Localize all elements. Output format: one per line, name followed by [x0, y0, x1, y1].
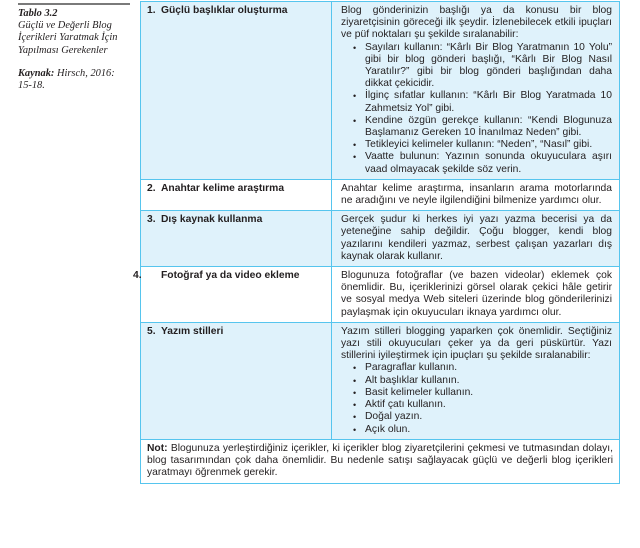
- list-item: • İlginç sıfatlar kullanın: “Kârlı Bir Blog Yaratmada 10 Zahmetsiz Yol” gibi.: [353, 90, 612, 114]
- row-description: Gerçek şudur ki herkes iyi yazı yazma becerisi ya da yeteneğine sahip değildir. Çoğu blogger, kendi blog yazılarını kendileri yazmaz, serbest çalışan yazarları dış kaynak olarak kullanır.: [332, 211, 620, 267]
- list-item: • Tetikleyici kelimeler kullanın: “Neden”, “Nasıl” gibi.: [353, 139, 612, 151]
- row-description: Blog gönderinizin başlığı ya da konusu bir blog ziyaretçisinin göreceği ilk şeydir. İzlenebilecek etkili ipuçları ve püf noktaları şu şekilde sıralanabilir: • Sayıları kullanın: “Kârlı Bir Blog Yaratmanın 10 Yolu” gibi bir blog gönderi başlığı, “Kârlı Bir Blog Nasıl Yaratılır?” gibi bir blog gönderi başlığından daha dikkat çekicidir. • İlginç sıfatlar kullanın: “Kârlı Bir Blog Yaratmada 10 Zahmetsiz Yol” gibi. • Kendine özgün gerekçe kullanın: “Kendi Blogunuza Başlamanız Gereken 10 İnanılmaz Neden” gibi. • Tetikleyici kelimeler kullanın: “Neden”, “Nasıl” gibi. • Vaatte bulunun: Yazının sonunda okuyuculara aşırı vaad olmayacak şekilde söz verin.: [332, 2, 620, 180]
- list-item: • Sayıları kullanın: “Kârlı Bir Blog Yaratmanın 10 Yolu” gibi bir blog gönderi başlığı, “Kârlı Bir Blog Nasıl Yaratılır?” gibi bir blog gönderi başlığından daha dikkat çekicidir.: [353, 42, 612, 91]
- caption-source-label: Kaynak:: [18, 67, 55, 79]
- caption-source: [18, 68, 130, 92]
- list-item: • Alt başlıklar kullanın.: [353, 375, 612, 387]
- caption-title: Tablo 3.2: [18, 8, 58, 19]
- row-description: Anahtar kelime araştırma, insanların arama motorlarında ne aradığını ve neyle ilgilendiğini bilmenize yardımcı olur.: [332, 179, 620, 210]
- list-item: • Açık olun.: [353, 424, 612, 436]
- list-item: • Paragraflar kullanın.: [353, 362, 612, 374]
- bullet-list: [341, 42, 612, 176]
- list-item: • Vaatte bulunun: Yazının sonunda okuyuculara aşırı vaad olmayacak şekilde söz verin.: [353, 151, 612, 175]
- row-description: Blogunuza fotoğraflar (ve bazen videolar) eklemek çok önemlidir. Bu, içeriklerinizi görsel olarak çekici hâle getirir ve sosyal medya Web siteleri üzerinde blog gönderilerinizi paylaşmak için okuyucuları iknaya yardımcı olur.: [332, 267, 620, 323]
- table-row: [141, 179, 620, 210]
- note-label: Not:: [147, 442, 168, 454]
- row-label: 2. Anahtar kelime araştırma: [141, 179, 332, 210]
- row-label: 1. Güçlü başlıklar oluşturma: [141, 2, 332, 180]
- note-row: [141, 439, 620, 484]
- table-row: [141, 211, 620, 267]
- row-description: Yazım stilleri blogging yaparken çok önemlidir. Seçtiğiniz yazı stili okuyucuları çeker ya da geri püskürtür. Yazı stillerini iyileştirmek için ipuçları şu şekilde sıralanabilir: • Paragraflar kullanın. • Alt başlıklar kullanın. • Basit kelimeler kullanın. • Aktif çatı kullanın. • Doğal yazın. • Açık olun.: [332, 322, 620, 439]
- table-row: [141, 2, 620, 180]
- row-label: 5. Yazım stilleri: [141, 322, 332, 439]
- row-label: 3. Dış kaynak kullanma: [141, 211, 332, 267]
- list-item: • Kendine özgün gerekçe kullanın: “Kendi Blogunuza Başlamanız Gereken 10 İnanılmaz Neden” gibi.: [353, 115, 612, 139]
- list-item: • Basit kelimeler kullanın.: [353, 387, 612, 399]
- table-row: [141, 322, 620, 439]
- note-text: Blogunuza yerleştirdiğiniz içerikler, ki içerikler blog ziyaretçilerini çekmesi ve tutmasından dolayı, blog tasarımından çok daha önemlidir. Bu nedenle satışı sağlayacak güçlü ve değerli blog içerikleri yaratmayı öğrenmek gerekir.: [147, 442, 613, 479]
- note-cell: [141, 439, 620, 484]
- list-item: • Aktif çatı kullanın.: [353, 399, 612, 411]
- list-item: • Doğal yazın.: [353, 411, 612, 423]
- caption-subtitle: Güçlü ve Değerli Blog İçerikleri Yaratmak İçin Yapılması Gerekenler: [18, 20, 118, 56]
- caption-source-text: Hirsch, 2016: 15-18.: [18, 67, 115, 92]
- blog-content-table: [133, 1, 620, 484]
- bullet-list: [341, 362, 612, 435]
- row-label: 4. Fotoğraf ya da video ekleme: [141, 267, 332, 323]
- table-row: [141, 267, 620, 323]
- table-caption: [18, 3, 130, 92]
